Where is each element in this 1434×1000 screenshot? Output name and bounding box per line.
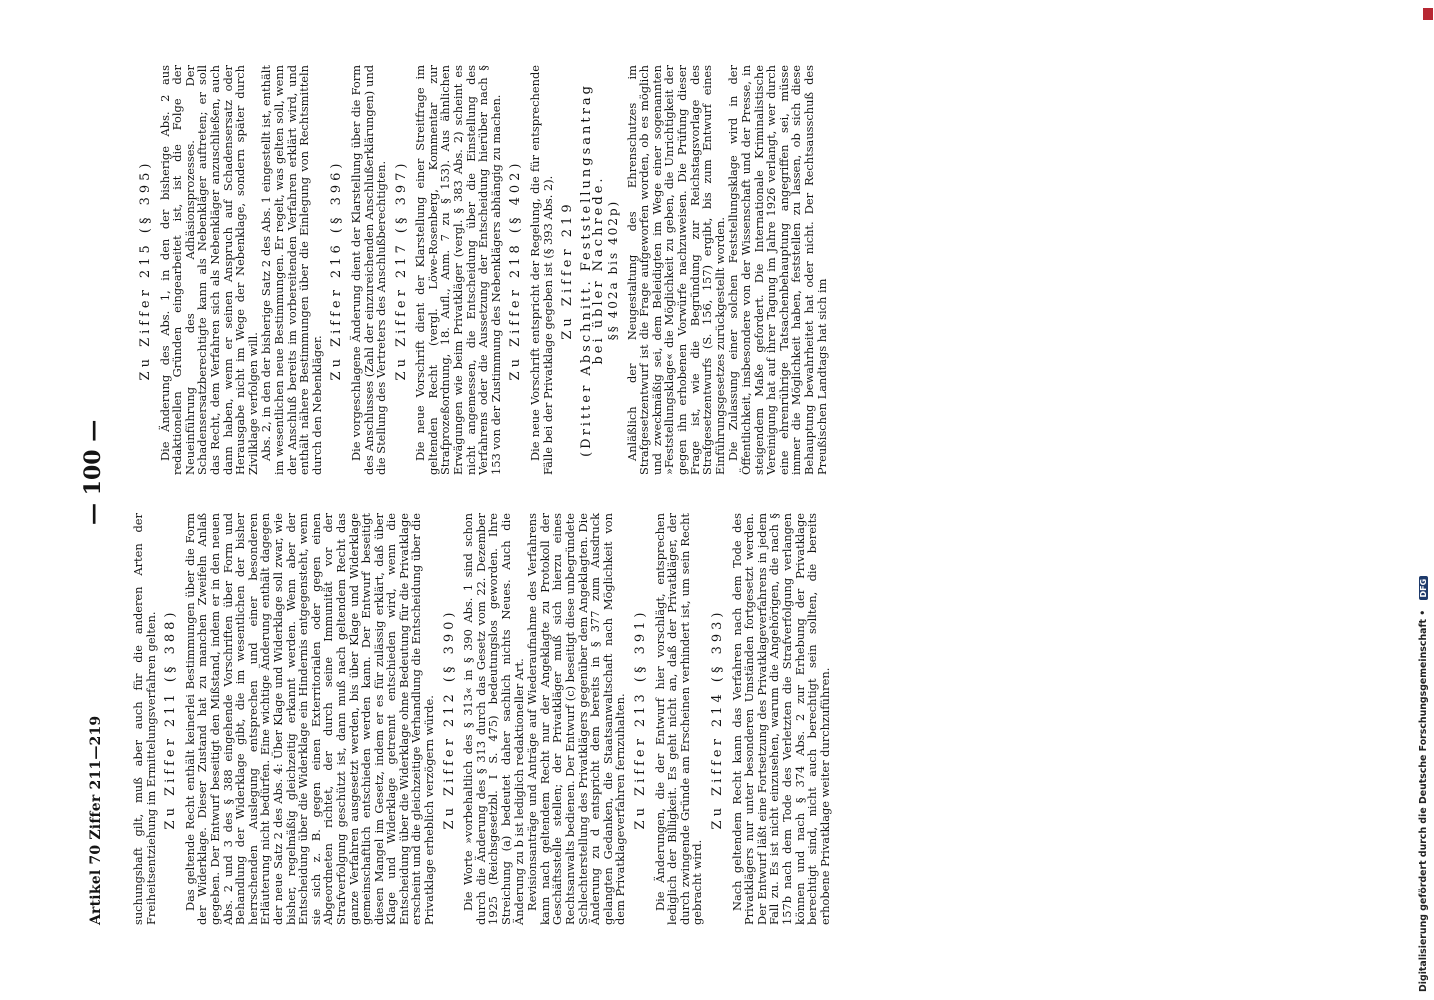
paragraph-217-1: Die neue Vorschrift dient der Klarstellung einer Streitfrage im geltenden Recht (vergl. Löwe-Rosenberg, Kommentar zur Strafprozeßordnung, 18. Aufl., Anm. 7 zu § 153). Aus ähnlichen Erwägungen wie beim Privatkläger (vergl. § 383 Abs. 2) scheint es nicht angemessen, die Entscheidung über die Einstellung des Verfahrens oder die Aussetzung der Entscheidung hierüber nach § 153 von der Zustimmung des Nebenklägers abhängig zu machen. <box>413 65 503 475</box>
dfg-note-text: Digitalisierung gefördert durch die Deutsche Forschungsgemeinschaft • <box>1418 609 1429 992</box>
paragraph-215-2: Abs. 2, in den der bisherige Satz 2 des Abs. 1 eingestellt ist, enthält im wesentlichen neue Bestimmungen. Er regelt, was gelten soll, wenn der Anschluß bereits im vorbereitenden Verfahren erklärt wird, und enthält nähere Bestimmungen über die Einlegung von Rechtsmitteln durch den Nebenkläger. <box>259 65 324 475</box>
section-heading-213: Zu Ziffer 213 (§ 391) <box>632 608 648 830</box>
right-column <box>132 65 829 475</box>
paragraph-212-2: Revisionsanträge und Anträge auf Wiederaufnahme des Verfahrens kann nach geltendem Recht nur der Angeklagte zu Protokoll der Geschäftsstelle stellen; der Privatkläger muß sich hierzu eines Rechtsanwalts bedienen. Der Entwurf (c) beseitigt diese unbegründete Schlechterstellung des Privatklägers gegenüber dem Angeklagten. Die Änderung zu d entspricht dem bereits in § 377 zum Ausdruck gelangten Gedanken, die Staatsanwaltschaft nach Möglichkeit von dem Privatklageverfahren fernzuhalten. <box>525 513 628 925</box>
dfg-funding-note <box>1418 12 1432 992</box>
running-head: Artikel 70 Ziffer 211—219 <box>88 715 104 925</box>
section-subheading-219a: (Dritter Abschnitt. Feststellungsantrag bei übler Nachrede. <box>578 83 607 457</box>
section-heading-217: Zu Ziffer 217 (§ 397) <box>393 159 409 381</box>
section-heading-216: Zu Ziffer 216 (§ 396) <box>329 159 345 381</box>
paragraph-213-1: Die Änderungen, die der Entwurf hier vorschlägt, entsprechen lediglich der Billigkeit. Es geht nicht an, daß der Privatkläger, der durch zwingende Gründe am Erscheinen verhindert ist, um sein Recht gebracht wird. <box>652 513 705 925</box>
section-heading-215: Zu Ziffer 215 (§ 395) <box>138 159 153 381</box>
paragraph-211-1: Das geltende Recht enthält keinerlei Bestimmungen über die Form der Widerklage. Dieser Zustand hat zu manchen Zweifeln Anlaß gegeben. Der Entwurf beseitigt den Mißstand, indem er in den neuen Abs. 2 und 3 des § 388 eingehende Vorschriften über Form und Behandlung der Widerklage gibt, die im wesentlichen der bisher herrschenden Auslegung entsprechen und einer besonderen Erläuterung nicht bedürfen. Eine wichtige Änderung enthält dagegen der neue Satz 2 des Abs. 4: Über Klage und Widerklage soll zwar, wie bisher, regelmäßig gleichzeitig erkannt werden. Wenn aber der Entscheidung über die Widerklage ein Hindernis entgegensteht, wenn sie sich z. B. gegen einen Exterritorialen oder gegen einen Abgeordneten richtet, der durch seine Immunität vor der Strafverfolgung geschützt ist, dann muß nach geltendem Recht das ganze Verfahren ausgesetzt werden, bis über Klage und Widerklage gemeinschaftlich entschieden werden kann. Der Entwurf beseitigt diesen Mangel im Gesetz, indem er es für zulässig erklärt, daß über Klage und Widerklage getrennt entschieden wird, wenn die Entscheidung über die Widerklage ohne Bedeutung für die Privatklage erscheint und die gleichzeitige Verhandlung die Entscheidung über die Privatklage erheblich verzögern würde. <box>182 513 437 925</box>
paragraph-218-1: Die neue Vorschrift entspricht der Regelung, die für entsprechende Fälle bei der Privatklage gegeben ist (§ 393 Abs. 2). <box>528 65 555 475</box>
left-column <box>132 513 832 925</box>
paragraph-215-1: Die Änderung des Abs. 1, in den der bisherige Abs. 2 aus redaktionellen Gründen eingearbeitet ist, ist die Folge der Neueinführung des Adhäsionsprozesses. Der Schadensersatzberechtigte kann als Nebenkläger auftreten; er soll das Recht, dem Verfahren sich als Nebenkläger anzuschließen, auch dann haben, wenn er seinen Anspruch auf Schadensersatz oder Herausgabe nicht im Wege der Nebenklage, sondern später durch Zivilklage verfolgen will. <box>157 65 260 475</box>
section-heading-219: Zu Ziffer 219 <box>560 200 576 340</box>
page-number: — 100 — <box>80 419 106 525</box>
paragraph-216-1: Die vorgeschlagene Änderung dient der Klarstellung über die Form des Anschlusses (Zahl der einzureichenden Anschlußerklärungen) und die Stellung des Vertreters des Anschlußberechtigten. <box>348 65 389 475</box>
paragraph-214-1: Nach geltendem Recht kann das Verfahren nach dem Tode des Privatklägers nur unter besonderen Umständen fortgesetzt werden. Der Entwurf läßt eine Fortsetzung des Privatklageverfahrens in jedem Fall zu. Es ist nicht einzusehen, warum die Angehörigen, die nach § 157b nach dem Tode des Verletzten die Strafverfolgung verlangen können und nach § 374 Abs. 2 zur Erhebung der Privatklage berechtigt sind, nicht auch berechtigt sein sollten, die bereits erhobene Privatklage weiter durchzuführen. <box>729 513 832 925</box>
intro-paragraph: suchungshaft gilt, muß aber auch für die anderen Arten der Freiheitsentziehung im Ermittelungsverfahren gelten. <box>131 513 158 925</box>
paragraph-212-1: Die Worte »vorbehaltlich des § 313« in § 390 Abs. 1 sind schon durch die Änderung des § 313 durch das Gesetz vom 22. Dezember 1925 (Reichsgesetzbl. I S. 475) bedeutungslos geworden. Ihre Streichung (a) bedeutet daher sachlich nichts Neues. Auch die Änderung zu b ist lediglich redaktioneller Art. <box>461 513 526 925</box>
paragraph-219-2: Die Zulassung einer solchen Feststellungsklage wird in der Öffentlichkeit, insbesondere von der Wissenschaft und der Presse, in steigendem Maße gefordert. Die Internationale Kriminalistische Vereinigung hat auf ihrer Tagung im Jahre 1926 verlangt, wer durch eine ehrenrührige Tatsachenbehauptung angegriffen sei, müsse immer die Möglichkeit haben, feststellen zu lassen, ob sich diese Behauptung bewahrheitet hat oder nicht. Der Rechtsausschuß des Preußischen Landtags hat sich im <box>726 65 829 475</box>
paragraph-219-1: Anläßlich der Neugestaltung des Ehrenschutzes im Strafgesetzentwurf ist die Frage aufgeworfen worden, ob es möglich und zweckmäßig sei, dem Beleidigten im Wege einer sogenannten »Feststellungsklage« die Möglichkeit zu geben, die Unrichtigkeit der gegen ihn erhobenen Vorwürfe nachzuweisen. Die Prüfung dieser Frage ist, wie die Begründung zur Reichstagsvorlage des Strafgesetzentwurfs (S. 156, 157) ergibt, bis zum Entwurf eines Einführungsgesetzes zurückgestellt worden. <box>624 65 727 475</box>
dfg-logo: DFG <box>1419 576 1428 601</box>
section-subheading-219b: §§ 402a bis 402p) <box>606 199 620 341</box>
page-header <box>80 65 126 925</box>
section-heading-218: Zu Ziffer 218 (§ 402) <box>508 159 524 381</box>
section-heading-214: Zu Ziffer 214 (§ 393) <box>709 608 725 830</box>
section-heading-212: Zu Ziffer 212 (§ 390) <box>441 608 457 830</box>
rotated-document-sheet <box>80 65 1370 925</box>
section-heading-211: Zu Ziffer 211 (§ 388) <box>163 608 179 830</box>
